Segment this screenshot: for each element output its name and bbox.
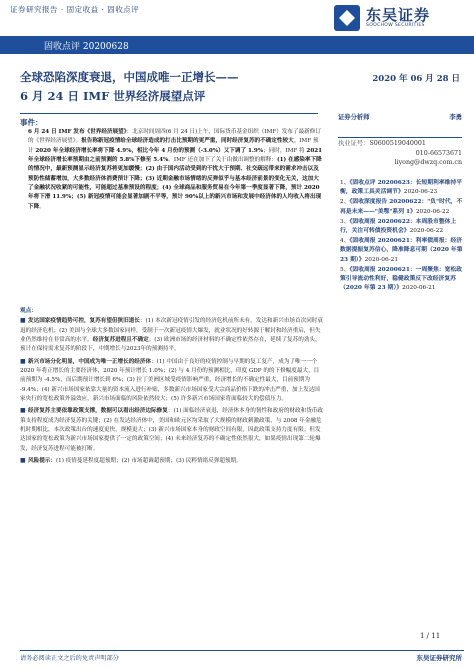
- license-number: S0600519040001: [369, 140, 426, 147]
- event-end: 。: [39, 203, 45, 210]
- disclaimer-note: 请务必阅读正文之后的免责声明部分: [20, 655, 119, 662]
- event-bold-3: 2021 年全球经济增长率预期由之前预测的 5.8%下修至 5.4%: [28, 147, 322, 164]
- viewpoint-2-head: 新兴市场分化明显，中国成为唯一正增长的经济体: [28, 358, 152, 365]
- bullet-icon: ■: [20, 407, 26, 415]
- event-text-2: 。IMF 预计: [28, 138, 319, 154]
- viewpoints-heading: 观点：: [20, 308, 37, 314]
- list-item[interactable]: 2、《固收深度报告 20200622："负"时代，不再是未来——"美鄂"系列 1》2020-06-22: [340, 199, 463, 215]
- bullet-icon: ■: [20, 317, 26, 325]
- viewpoint-3-text: ：(1) 面临经济衰退，经济体本身的韧性和政府的财政和货币政策支持程度成为经济复苏的关键；(2) 在发达经济体中，美国和欧元区均采取了大规模的财政刺激政策，与 2008 年金融危机时期相比，本次政策出台的速度更快，规模更大；(3) 新兴市场国家本身的财政空间有限，因此政策支持力度有限；但发达国家的宽松政策为新兴市场国家提供了一定的政策空间；(4) 未来经济复苏的不确定性依然很大，如果疫情出现第二轮爆发，经济复苏进程可能被打断。: [20, 408, 323, 452]
- footer-company: 东吴证券研究所: [416, 654, 462, 662]
- logo-text: 东吴证券: [366, 6, 431, 24]
- logo-icon: [334, 5, 360, 31]
- viewpoints-section: [20, 307, 324, 469]
- bullet-icon: ■: [20, 457, 26, 465]
- event-bold-2: 2020 年全球经济增长率将下降 4.9%，相比今年 4 月份的预测（-3.0%）又下调了 1.9%: [35, 147, 264, 154]
- event-text-4: 。IMF 还在加下了关于由做出调整的解释：: [168, 157, 277, 164]
- report-type-label: 固收点评 20200628: [44, 42, 129, 52]
- event-text-1: ：北京时间周四(6 月 24 日)上午，国际货币基金组织（IMF）发布了最新修订的《世界经济展望》。: [28, 129, 321, 145]
- risk-warning-head: 风险提示：: [28, 458, 56, 465]
- event-bold-1: 报告称新冠疫情给全球经济造成的打击比预期的更严重，同时经济复苏的不确定性较大: [81, 138, 294, 145]
- event-lead: 6 月 24 日 IMF 发布《世界经济展望》: [28, 129, 127, 135]
- viewpoint-1-bold: 经济复苏进程且不确定: [92, 337, 149, 344]
- viewpoint-1-end: ；(3) 欧洲市场的经济材料的不确定性依然存在，延续了复苏的劲头，预计在保持需求复苏的阶段下，中期增长与2023年的预测持平。: [20, 337, 321, 353]
- title-divider: [20, 113, 318, 114]
- list-item[interactable]: 4、《固收周报 20200621：利率债周报：经济数据提振复苏信心，降准降息可期（2020 年第 23 期）》2020-06-21: [340, 238, 463, 263]
- page-number: 1 / 11: [420, 632, 441, 640]
- risk-warning: [20, 456, 324, 466]
- viewpoint-2: [20, 357, 324, 405]
- logo-subtext: SOOCHOW SECURITIES: [366, 23, 425, 28]
- company-logo: [334, 2, 464, 34]
- event-bold-4: (1) 在感染率下降的情况中，最新预测显示经济复苏将更加缓慢；(2) 由于国内活动受到的干扰大于预期、社交疏远带来的需求冲击以及预防性储蓄增加，大多数经济体消费预计下降；(3) 近期金融市场情绪的反弹似乎与基本经济前景的变化无关，这加大了金融状况收紧的可能性，可能超过基准预设的程度；(4) 全球商品和服务贸易在今年第一季度显著下降，预计 2020 年将下滑 11.9%；(5) 新冠疫情可能会显著加剧不平等，预计 90%以上的新兴市场和发展中经济体的人均收入将出现下降: [28, 157, 322, 210]
- list-item[interactable]: 5、《固收周报 20200621：一周聚焦：宽松政策引导流动性利好，稳健政策反下改经济复苏（2020 年第 23 期）》2020-06-21: [340, 266, 463, 292]
- footer-divider: [20, 650, 464, 651]
- analyst-contact: [338, 139, 462, 168]
- title-line-1: 全球恐陷深度衰退，中国成唯一正增长——: [20, 70, 239, 84]
- analyst-role: 证券分析师: [338, 114, 370, 121]
- report-category: 证券研究报告 · 固定收益 · 固收点评: [10, 5, 140, 14]
- related-reports: [340, 179, 464, 294]
- viewpoint-1-text: ：(1) 本次新冠疫情引发的经济危机前所未有。发达和新兴市场首次同时衰退的经济危机；(2) 美国与全球大多数国家同样，受制于一次新冠疫情大爆发，就业状况的好转源于解封和经济重启，但失业仍然维持在非常高的水平。: [20, 318, 323, 344]
- analyst-email[interactable]: liyong@dwzq.com.cn: [394, 159, 462, 167]
- viewpoint-1-head: 发达国家疫情趋势可控，复苏有望但狭旧道长: [28, 318, 140, 325]
- report-title: [20, 68, 340, 106]
- title-line-2: 6 月 24 日 IMF 世界经济展望点评: [20, 89, 206, 103]
- report-date: 2020 年 06 月 28 日: [372, 74, 460, 84]
- license-label: 执业证号：: [338, 140, 370, 147]
- viewpoint-3-head: 经济复苏主要依靠政策支撑，数据可以看出经济边际修复: [28, 408, 168, 415]
- sidebar-divider: [338, 137, 462, 138]
- report-type-bar: [0, 36, 474, 54]
- bullet-icon: ■: [20, 357, 26, 365]
- analyst-phone: 010-66573671: [415, 149, 462, 157]
- event-paragraph: [28, 128, 322, 212]
- event-text-3: ；同时，IMF 将: [263, 147, 307, 154]
- analyst-block: [338, 113, 462, 123]
- viewpoint-1: [20, 316, 324, 354]
- list-item[interactable]: 1、《固收点评 20200623：长短期利率维持平衡，政策工具灵活调节》2020-06-23: [340, 180, 463, 196]
- risk-warning-text: (1) 疫情蔓延程度超预期；(2) 市场超调超预期；(3) 民粹情绪反弹超预期。: [55, 458, 242, 465]
- event-heading: 事件：: [20, 118, 43, 127]
- list-item[interactable]: 3、《固收周报 20200622：本周股市整体上行，关注可转债投资机会》2020-06-22: [340, 218, 457, 235]
- viewpoint-2-text: ：(1) 中国由于良好的疫情控制与早期的复工复产，成为了唯一一个 2020 年将正增长的主要经济体，2020 年预计增长 1.0%；(2) 与 4 月份的预测相比，印度 GDP 的的下修幅度最大，目前预期为 -4.5%，而后期预计增长到 6%；(3) 拉丁美洲区域受疫情影响严重，经济增长的不确定性最大，目前预期为 -9.4%；(4) 新兴市场国家依靠大量的资本流入进行补贴，多数新兴市场国家受大宗商品价格下跌的冲击严重，加上发达国家央行的宽松政策外溢效应，新兴市场面临的风险依然较大；(5) 许多新兴市场国家将面临较大的偿债压力。: [20, 358, 320, 403]
- analyst-name: 李勇: [449, 114, 462, 121]
- viewpoint-3: [20, 406, 324, 454]
